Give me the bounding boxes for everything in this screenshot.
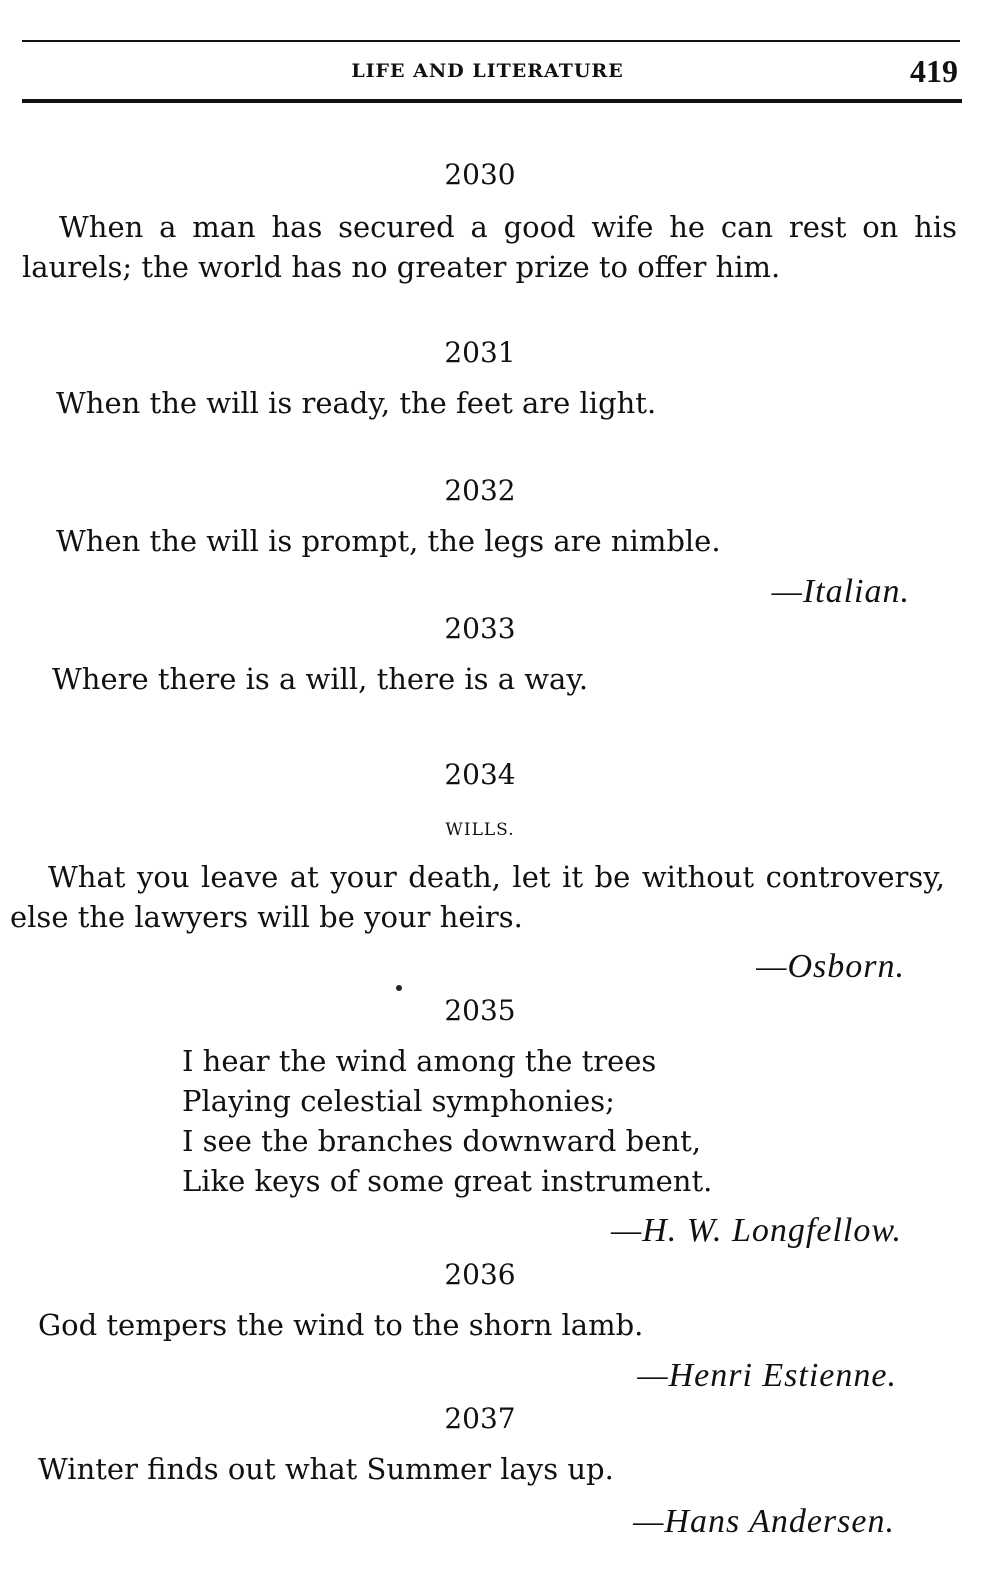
attribution-2032: —Italian. [771, 573, 910, 610]
entry-text-2033: Where there is a will, there is a way. [52, 662, 589, 696]
attribution-2035: —H. W. Longfellow. [611, 1212, 902, 1249]
ink-speck [396, 985, 402, 991]
page-number: 419 [910, 53, 958, 89]
attribution-2037: —Hans Andersen. [633, 1503, 895, 1540]
running-title: LIFE AND LITERATURE [351, 60, 624, 82]
entry-number-2033: 2033 [444, 612, 516, 645]
entry-number-2036: 2036 [444, 1258, 516, 1291]
verse-line: I hear the wind among the trees [182, 1044, 657, 1078]
attribution-2034: —Osborn. [756, 948, 905, 985]
header-bottom-rule [22, 99, 962, 103]
entry-number-2031: 2031 [444, 336, 516, 369]
entry-number-2034: 2034 [444, 758, 516, 791]
verse-line: I see the branches downward bent, [182, 1124, 701, 1158]
entry-number-2032: 2032 [444, 474, 516, 507]
verse-2035 [182, 1041, 782, 1201]
entry-text-2030: When a man has secured a good wife he can rest on his laurels; the world has no greater prize to offer him. [22, 210, 957, 284]
entry-text-2036: God tempers the wind to the shorn lamb. [38, 1308, 644, 1342]
entry-text-2034: What you leave at your death, let it be without controversy, else the lawyers will be your heirs. [10, 860, 945, 934]
header-top-rule [22, 40, 960, 42]
entry-text-2037: Winter finds out what Summer lays up. [38, 1452, 614, 1486]
entry-text-2031: When the will is ready, the feet are light. [56, 386, 657, 420]
entry-heading-wills: WILLS. [445, 820, 515, 840]
entry-number-2035: 2035 [444, 994, 516, 1027]
entry-number-2037: 2037 [444, 1402, 516, 1435]
entry-number-2030: 2030 [444, 158, 516, 191]
verse-line: Playing celestial symphonies; [182, 1084, 615, 1118]
verse-line: Like keys of some great instrument. [182, 1164, 713, 1198]
entry-text-2032: When the will is prompt, the legs are nimble. [56, 524, 721, 558]
attribution-2036: —Henri Estienne. [637, 1357, 897, 1394]
